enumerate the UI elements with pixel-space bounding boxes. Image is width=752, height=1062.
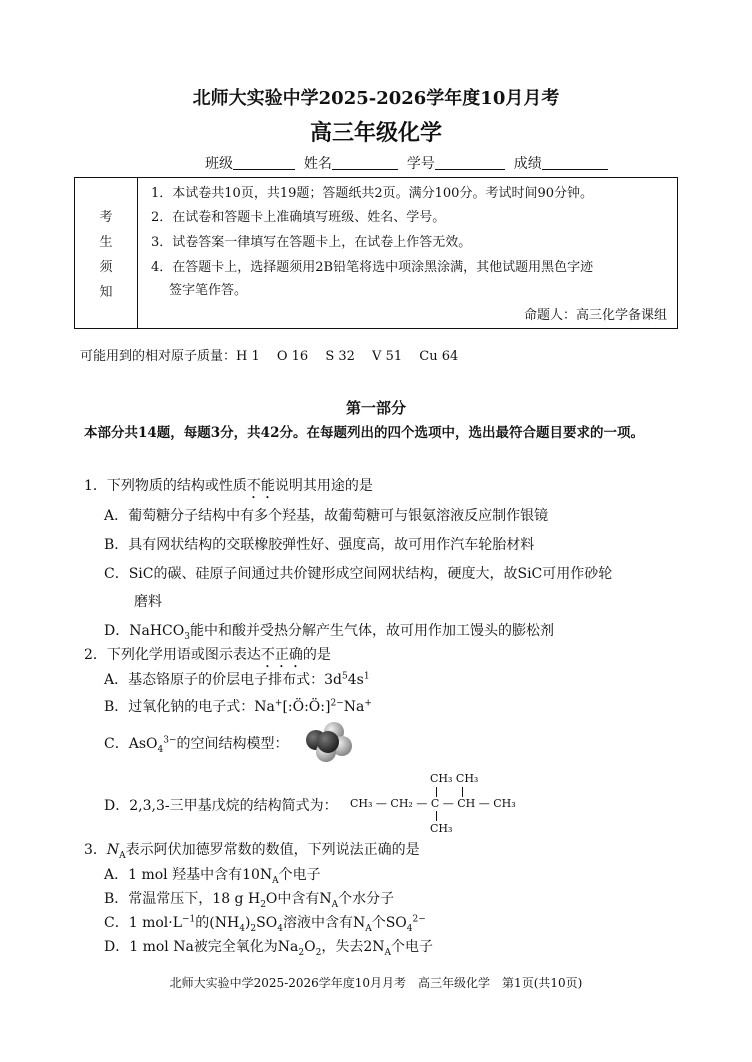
q2-struct-top: CH₃ CH₃ bbox=[430, 772, 479, 785]
q2-emphasis: 不正确 bbox=[260, 647, 303, 663]
q2-struct-bond bbox=[462, 787, 463, 797]
q2-struct-bottom: CH₃ bbox=[430, 822, 453, 835]
q3-a-text2: 个电子 bbox=[278, 867, 321, 883]
q2-a-sup: 5 bbox=[341, 671, 348, 682]
q3-c-sub1: 4 bbox=[239, 923, 245, 934]
q3-c-sup: −1 bbox=[182, 914, 196, 925]
q1-option-a: A．葡萄糖分子结构中有多个羟基，故葡萄糖可与银氨溶液反应制作银镜 bbox=[104, 508, 549, 524]
q3-c-text2: 的(NH bbox=[195, 915, 240, 931]
q3-c-sup2: 2− bbox=[412, 914, 426, 925]
atomic-masses: 可能用到的相对原子质量：H 1 O 16 S 32 V 51 Cu 64 bbox=[80, 349, 459, 364]
exam-title: 北师大实验中学2025-2026学年度10月月考 bbox=[192, 88, 560, 109]
q1-stem-text: 1．下列物质的结构或性质 bbox=[84, 478, 247, 494]
field-score-blank[interactable] bbox=[542, 155, 608, 170]
question-2-stem bbox=[84, 644, 331, 671]
q3-b-text2: O中含有N bbox=[265, 891, 332, 907]
q3-option-a bbox=[104, 864, 321, 886]
q2-b-sup: + bbox=[274, 698, 283, 709]
q2-b-peroxide: [:Ö:Ö:] bbox=[282, 699, 331, 715]
q2-a-text2: 4s bbox=[347, 672, 364, 688]
notice-author: 命题人：高三化学备课组 bbox=[523, 308, 667, 323]
field-score-label: 成绩 bbox=[513, 156, 542, 172]
q3-b-sub: 2 bbox=[260, 899, 266, 910]
q2-c-sub: 4 bbox=[157, 744, 164, 755]
notice-label-char: 考 bbox=[99, 210, 113, 225]
q2-stem-text: 2．下列化学用语或图示表达 bbox=[84, 647, 261, 663]
q3-stem-text: 表示阿伏加德罗常数的数值，下列说法正确的是 bbox=[125, 842, 420, 858]
q2-struct-bond bbox=[436, 811, 437, 821]
page-footer: 北师大实验中学2025-2026学年度10月月考 高三年级化学 第1页(共10页) bbox=[169, 976, 583, 990]
q1-stem-text-end: 说明其用途的是 bbox=[274, 478, 373, 494]
part-description: 本部分共14题，每题3分，共42分。在每题列出的四个选项中，选出最符合题目要求的一项。 bbox=[84, 425, 644, 441]
q1-d-sub: 3 bbox=[184, 631, 190, 642]
q3-d-text2: O bbox=[304, 939, 316, 955]
q3-c-text: C．1 mol·L bbox=[104, 915, 182, 931]
q3-c-sub4: A bbox=[365, 923, 372, 934]
q3-c-text3: ) bbox=[244, 915, 251, 931]
q3-option-c bbox=[104, 912, 426, 934]
question-1-stem bbox=[84, 475, 373, 502]
field-class-blank[interactable] bbox=[233, 155, 295, 170]
q1-option-c-cont: 磨料 bbox=[134, 594, 162, 610]
notice-item-4-cont: 签字笔作答。 bbox=[169, 283, 248, 298]
field-id-label: 学号 bbox=[406, 156, 435, 172]
q3-c-text6: 个SO bbox=[371, 915, 407, 931]
field-class-label: 班级 bbox=[205, 156, 233, 172]
q3-na-sub: A bbox=[119, 850, 126, 861]
exam-notice-box bbox=[74, 177, 678, 329]
q1-option-b: B．具有网状结构的交联橡胶弹性好、强度高，故可用作汽车轮胎材料 bbox=[104, 537, 535, 553]
part-title: 第一部分 bbox=[345, 399, 406, 417]
q3-b-sub2: A bbox=[331, 899, 339, 910]
q2-b-text: B．过氧化钠的电子式：Na bbox=[104, 699, 275, 715]
q2-b-text2: Na bbox=[343, 699, 365, 715]
q2-c-sup: 3− bbox=[163, 735, 177, 746]
q3-b-text3: 个水分子 bbox=[338, 891, 395, 907]
q2-option-b bbox=[104, 696, 372, 716]
q3-d-text: D．1 mol Na被完全氧化为Na bbox=[104, 939, 299, 955]
q2-c-text: C．AsO bbox=[104, 736, 158, 752]
q1-emphasis: 不能 bbox=[246, 478, 275, 494]
q3-b-text: B．常温常压下，18 g H bbox=[104, 891, 261, 907]
notice-item-3: 3．试卷答案一律填写在答题卡上，在试卷上作答无效。 bbox=[151, 235, 472, 250]
q3-c-sub5: 4 bbox=[406, 923, 413, 934]
q3-c-sub2: 2 bbox=[250, 923, 257, 934]
field-name-label: 姓名 bbox=[303, 156, 332, 172]
q3-d-sub2: 2 bbox=[315, 947, 322, 958]
q2-stem-text-end: 的是 bbox=[302, 647, 331, 663]
field-name-blank[interactable] bbox=[332, 155, 398, 170]
q2-b-sup2: 2− bbox=[330, 698, 344, 709]
q2-a-sup2: 1 bbox=[363, 671, 370, 682]
q2-a-text: A．基态铬原子的价层电子排布式：3d bbox=[104, 672, 342, 688]
question-3-stem bbox=[84, 839, 420, 861]
q3-d-sub3: A bbox=[384, 947, 392, 958]
q3-option-b bbox=[104, 888, 394, 910]
q1-option-d bbox=[104, 620, 554, 642]
q3-d-text3: ，失去2N bbox=[321, 939, 385, 955]
q1-d-text: D．NaHCO bbox=[104, 623, 185, 639]
q2-b-sup3: + bbox=[364, 698, 372, 709]
q2-option-a bbox=[104, 669, 370, 689]
notice-label-char: 知 bbox=[99, 285, 113, 300]
q1-option-c: C．SiC的碳、硅原子间通过共价键形成空间网状结构，硬度大，故SiC可用作砂轮 bbox=[104, 566, 613, 582]
notice-item-4: 4．在答题卡上，选择题须用2B铅笔将选中项涂黑涂满，其他试题用黑色字迹 bbox=[151, 260, 594, 275]
q2-c-text2: 的空间结构模型： bbox=[176, 736, 289, 752]
student-info-line bbox=[205, 153, 608, 173]
exam-subject-title: 高三年级化学 bbox=[309, 120, 442, 146]
q3-c-text5: 溶液中含有N bbox=[282, 915, 366, 931]
q3-d-sub1: 2 bbox=[298, 947, 305, 958]
notice-label bbox=[75, 178, 138, 328]
q2-option-c bbox=[104, 733, 289, 755]
notice-item-1: 1．本试卷共10页，共19题；答题纸共2页。满分100分。考试时间90分钟。 bbox=[151, 186, 593, 201]
q2-struct-bond bbox=[436, 787, 437, 797]
q2-option-d: D．2,3,3-三甲基戊烷的结构简式为： bbox=[104, 798, 338, 814]
field-id-blank[interactable] bbox=[435, 155, 505, 170]
q3-na-symbol: N bbox=[106, 842, 120, 858]
notice-label-char: 须 bbox=[99, 260, 113, 275]
q1-d-text-end: 能中和酸并受热分解产生气体，故可用作加工馒头的膨松剂 bbox=[189, 623, 554, 639]
notice-label-char: 生 bbox=[99, 235, 113, 250]
q2-struct-main: CH₃ — CH₂ — C — CH — CH₃ bbox=[350, 797, 516, 810]
q3-c-sub3: 4 bbox=[277, 923, 283, 934]
q3-option-d bbox=[104, 936, 433, 958]
q3-a-sub: A bbox=[272, 875, 279, 886]
q3-d-text4: 个电子 bbox=[391, 939, 434, 955]
notice-item-2: 2．在试卷和答题卡上准确填写班级、姓名、学号。 bbox=[151, 210, 446, 225]
asO4-space-filling-model-icon bbox=[300, 720, 360, 766]
q3-c-text4: SO bbox=[256, 915, 278, 931]
q3-stem-num: 3． bbox=[84, 842, 107, 858]
q3-a-text: A．1 mol 羟基中含有10N bbox=[104, 867, 273, 883]
